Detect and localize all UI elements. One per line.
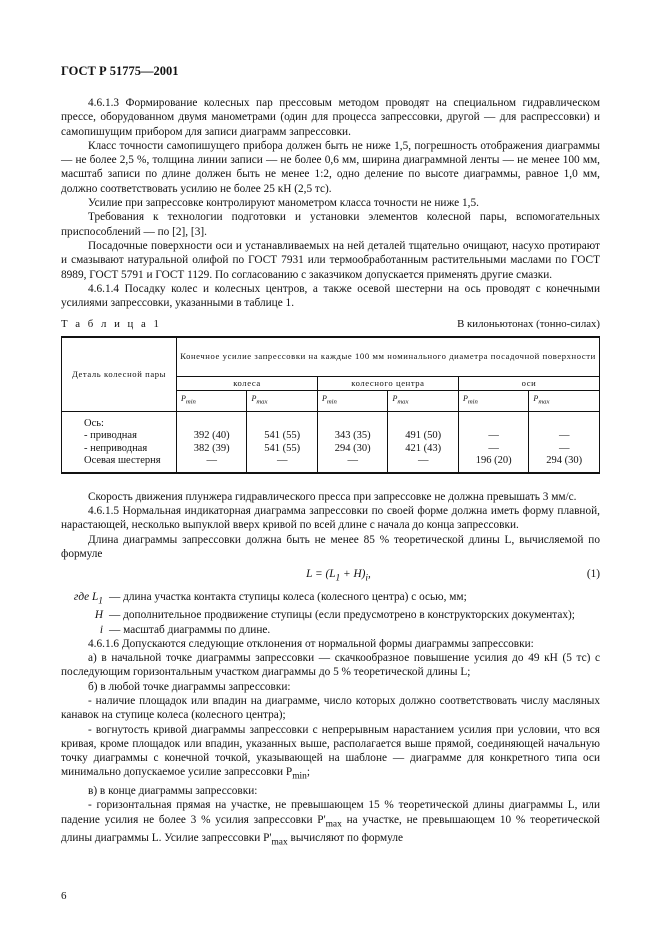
column-header-force: Конечное усилие запрессовки на каждые 100 мм номинального диаметра посадочной поверхности bbox=[177, 337, 600, 377]
paragraph-surfaces: Посадочные поверхности оси и устанавливаемых на ней деталей тщательно очищают, насухо протирают и смазывают натуральной олифой по ГОСТ 7931 или термообработанным растительными маслами по ГОСТ 8989, ГОСТ 5791 и ГОСТ 1129. По согласованию с заказчиком допускается применять другие смазки. bbox=[61, 239, 600, 281]
table-cell: — bbox=[558, 430, 570, 442]
table-column-cell bbox=[388, 411, 458, 473]
row-labels-cell bbox=[62, 411, 177, 473]
page-number: 6 bbox=[61, 890, 67, 902]
paragraph-deviation-a: а) в начальной точке диаграммы запрессовки — скачкообразное повышение усилия до 49 кН (5 тс) с последующим горизонтальным участком диаграммы до 5 % теоретической длины L; bbox=[61, 652, 600, 679]
formula-expression: $L = (L_1 + H)_i$, bbox=[306, 568, 371, 584]
group-header-gear: оси bbox=[458, 376, 599, 390]
paragraph-deviation-b: б) в любой точке диаграммы запрессовки: bbox=[88, 680, 291, 693]
formula-1 bbox=[61, 567, 600, 586]
where-item: H — дополнительное продвижение ступицы (если предусмотрено в конструкторских документах); bbox=[94, 609, 575, 622]
group-header-wheel-center: колесного центра bbox=[317, 376, 458, 390]
paragraph-4-6-1-4: 4.6.1.4 Посадку колес и колесных центров, а также осевой шестерни на ось проводят с конечными усилиями запрессовки, указанными в таблице 1. bbox=[61, 282, 600, 310]
table-label: Т а б л и ц а 1 bbox=[61, 318, 162, 331]
table-cell: 392 (40) bbox=[193, 430, 230, 442]
row-label: - неприводная bbox=[84, 442, 148, 454]
where-item: i — масштаб диаграммы по длине. bbox=[99, 623, 271, 636]
symbol-p-min: $P_{min}$ bbox=[317, 390, 387, 411]
symbol-p-max: $P_{max}$ bbox=[388, 390, 458, 411]
row-label: Ось: bbox=[84, 417, 104, 429]
paragraph-diagram-length: Длина диаграммы запрессовки должна быть не менее 85 % теоретической длины L, вычисляемой по формуле bbox=[61, 533, 600, 560]
paragraph-deviation-c: в) в конце диаграммы запрессовки: bbox=[88, 785, 258, 798]
table-caption bbox=[61, 317, 600, 331]
table-column-cell bbox=[247, 411, 317, 473]
table-column-cell bbox=[317, 411, 387, 473]
symbol-p-max: $P_{max}$ bbox=[247, 390, 317, 411]
group-header-wheel: колеса bbox=[177, 376, 318, 390]
formula-number: (1) bbox=[586, 568, 600, 581]
paragraph-accuracy-class: Класс точности самопишущего прибора должен быть не ниже 1,5, погрешность отображения диаграммы — не более 2,5 %, толщина линии записи — не более 0,6 мм, ширина диаграммной ленты — не менее 100 мм, масштаб записи по длине должен быть не менее 1:2, одно деление по высоте диаграммы, равное 1,0 мм, должно соответствовать усилию не более 25 кН (2,5 тс). bbox=[61, 139, 600, 195]
paragraph-concavity: - вогнутость кривой диаграммы запрессовки с непрерывным нарастанием усилия при условии, что вся кривая, кроме площадок или впадин, указанных выше, располагается выше прямой, соединяющей начальную точку диаграммы с конечной точкой, указывающей на шаблоне — диаграмме для конкретного типа оси минимально допускаемое усилие запрессовки $P_{min}$; bbox=[61, 723, 600, 782]
table-cell: 491 (50) bbox=[405, 430, 442, 442]
row-label: Осевая шестерня bbox=[84, 455, 161, 467]
table-column-cell bbox=[458, 411, 528, 473]
table-cell: — bbox=[276, 455, 288, 467]
document-body bbox=[61, 96, 600, 850]
symbol-p-min: $P_{min}$ bbox=[177, 390, 247, 411]
paragraph-4-6-1-6: 4.6.1.6 Допускаются следующие отклонения от нормальной формы диаграммы запрессовки: bbox=[88, 637, 534, 650]
press-force-table bbox=[61, 336, 600, 474]
table-cell: 421 (43) bbox=[405, 442, 442, 454]
table-unit: В килоньютонах (тонно-силах) bbox=[457, 318, 600, 331]
table-cell: 343 (35) bbox=[334, 430, 371, 442]
table-cell: — bbox=[417, 455, 429, 467]
where-item: где $L_1$ — длина участка контакта ступицы колеса (колесного центра) с осью, мм; bbox=[73, 590, 467, 606]
symbol-p-min: $P_{min}$ bbox=[458, 390, 528, 411]
paragraph-manometer: Усилие при запрессовке контролируют манометром класса точности не ниже 1,5. bbox=[88, 197, 479, 210]
table-cell: — bbox=[347, 455, 358, 467]
paragraph-platforms: - наличие площадок или впадин на диаграмме, число которых должно соответствовать числу масляных канавок на ступице колеса (колесного центра); bbox=[61, 695, 600, 722]
column-header-detail: Деталь колесной пары bbox=[62, 337, 177, 411]
table-cell: — bbox=[488, 442, 499, 454]
table-cell: — bbox=[558, 442, 570, 454]
paragraph-plunger-speed: Скорость движения плунжера гидравлического пресса при запрессовке не должна превышать 3 мм/с. bbox=[88, 490, 577, 503]
table-cell: 294 (30) bbox=[546, 455, 583, 467]
table-cell: 196 (20) bbox=[475, 455, 512, 467]
paragraph-requirements: Требования к технологии подготовки и установки элементов колесной пары, вспомогательных приспособлений — по [2], [3]. bbox=[61, 211, 600, 238]
table-cell: — bbox=[488, 430, 499, 442]
table-cell: 294 (30) bbox=[334, 442, 371, 454]
table-column-cell bbox=[529, 411, 600, 473]
paragraph-horizontal-line: - горизонтальная прямая на участке, не превышающем 15 % теоретической длины диаграммы L, или падение усилия не более 3 % усилия запрессовки $P'_{max}$ на участке, не превышающем 10 % теоретической длины диаграммы L. Усилие запрессовки $P'_{max}$ вычисляют по формуле bbox=[61, 799, 600, 848]
table-cell: 541 (55) bbox=[264, 442, 301, 454]
paragraph-4-6-1-3: 4.6.1.3 Формирование колесных пар прессовым методом проводят на специальном гидравлическом прессе, оборудованном двумя манометрами (один для процесса запрессовки, другой — для распрессовки) и самопишущим прибором для записи диаграмм запрессовки. bbox=[61, 97, 600, 138]
row-label: - приводная bbox=[84, 430, 137, 442]
symbol-p-max: $P_{max}$ bbox=[529, 390, 600, 411]
standard-header: ГОСТ Р 51775—2001 bbox=[61, 64, 179, 78]
paragraph-4-6-1-5: 4.6.1.5 Нормальная индикаторная диаграмма запрессовки по своей форме должна иметь форму плавной, нарастающей, несколько выпуклой вверх кривой по всей длине с начала до конца запрессовки. bbox=[61, 504, 600, 532]
table-cell: 382 (39) bbox=[193, 442, 230, 454]
table-cell: — bbox=[206, 455, 217, 467]
table-cell: 541 (55) bbox=[264, 430, 301, 442]
table-column-cell bbox=[177, 411, 247, 473]
table-body-row bbox=[62, 411, 600, 473]
